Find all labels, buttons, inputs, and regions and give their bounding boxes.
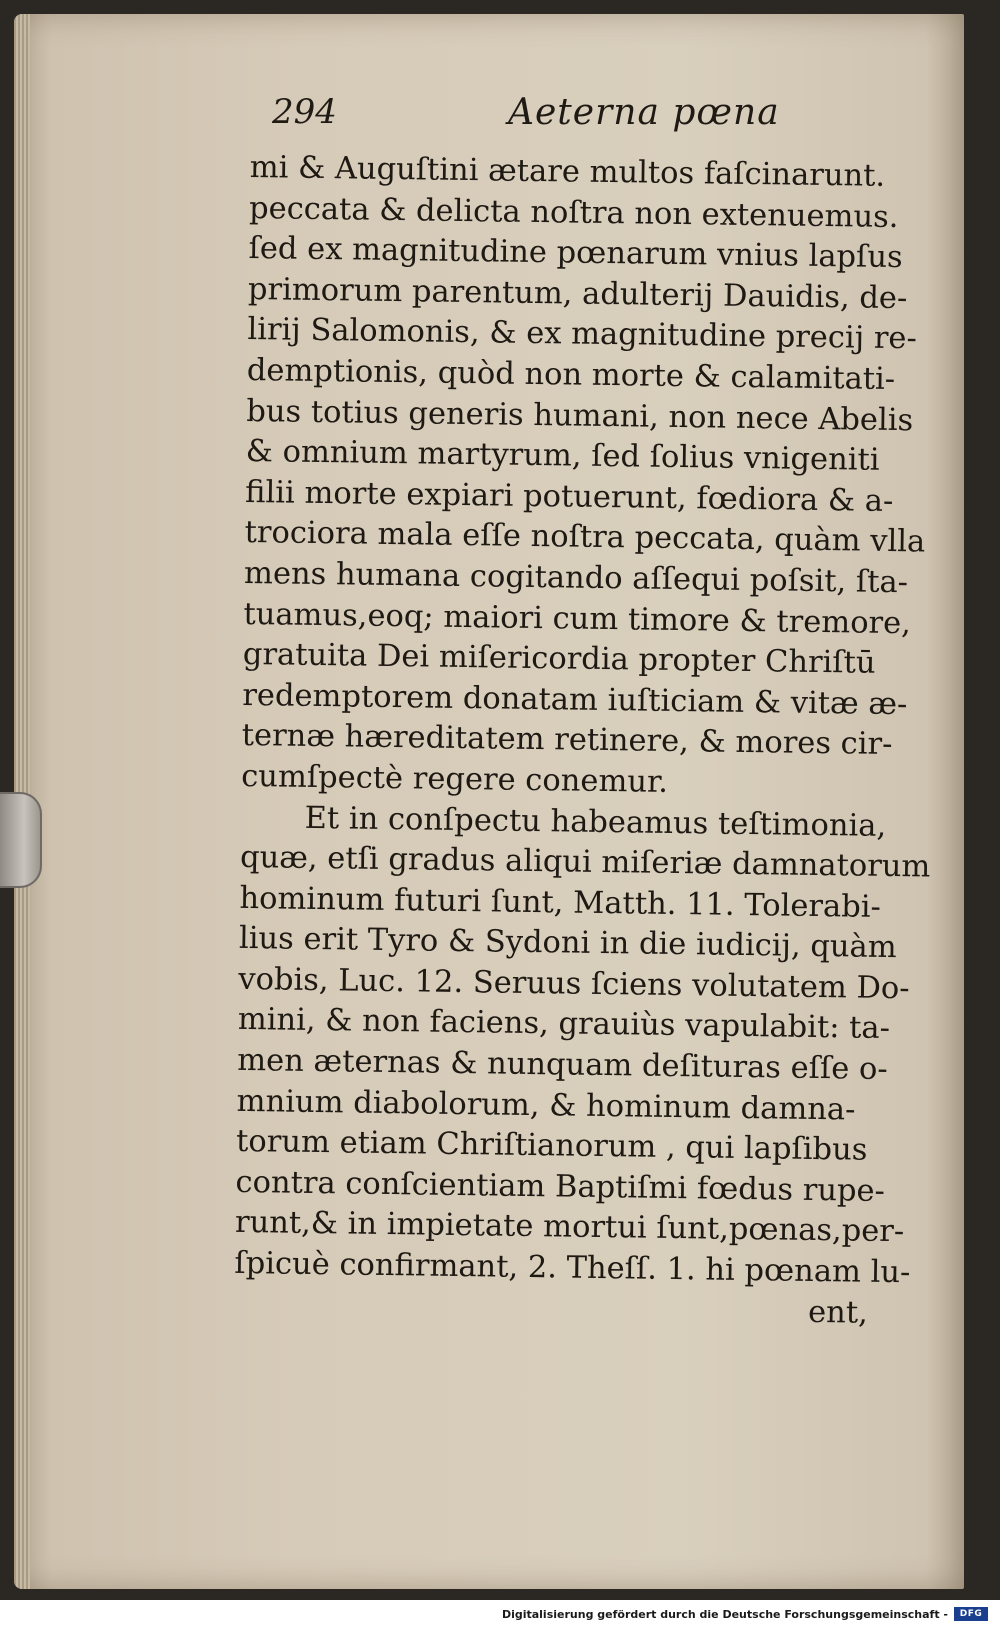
- text-line: primorum parentum, adulterij Dauidis, de-: [247, 271, 908, 316]
- text-line: contra conſcientiam Baptiſmi fœdus rupe-: [235, 1164, 886, 1209]
- text-line: demptionis, quòd non morte & calamitati-: [246, 352, 896, 397]
- funding-credit: Digitalisierung gefördert durch die Deutsche Forschungsgemeinschaft -: [501, 1608, 948, 1621]
- text-line: quæ, etſi gradus aliqui miſeriæ damnatorum: [239, 840, 931, 885]
- text-line: mnium diabolorum, & hominum damna-: [236, 1083, 856, 1128]
- text-line: tuamus,eoq; maiori cum timore & tremore,: [243, 596, 912, 641]
- catchword: ent,: [807, 1294, 869, 1331]
- text-line: ternæ hæreditatem retinere, & mores cir-: [241, 718, 893, 763]
- text-line: mens humana cogitando aſſequi poſsit, ſta-: [243, 555, 909, 601]
- page-header: [272, 92, 892, 142]
- text-line: vobis, Luc. 12. Seruus ſciens volutatem Do-: [238, 961, 910, 1007]
- running-title: Aeterna pœna: [508, 92, 780, 133]
- text-line: peccata & delicta noſtra non extenuemus.: [248, 190, 899, 235]
- page-clip: [0, 792, 42, 888]
- text-line: cumſpectè regere conemur.: [240, 758, 669, 800]
- text-line: mini, & non faciens, grauiùs vapulabit: ta-: [237, 1002, 891, 1047]
- text-line: men æternas & nunquam deſituras eſſe o-: [237, 1042, 888, 1088]
- paragraph-start-line: Et in conſpectu habeamus teſtimonia,: [304, 800, 887, 844]
- text-line: gratuita Dei miſericordia propter Chriſtū: [242, 637, 876, 681]
- text-line: runt,& in impietate mortui ſunt,pœnas,per-: [234, 1205, 905, 1250]
- text-line: hominum futuri ſunt, Matth. 11. Tolerabi-: [239, 880, 882, 925]
- text-line: & omnium martyrum, ſed ſolius vnigeniti: [245, 434, 880, 478]
- text-line: mi & Auguſtini ætare multos faſcinarunt.: [249, 149, 886, 194]
- text-line: trociora mala eſſe noſtra peccata, quàm vlla: [244, 515, 926, 560]
- dfg-logo: DFG: [954, 1607, 988, 1621]
- text-line: lirij Salomonis, & ex magnitudine precij re-: [247, 312, 918, 357]
- text-line: bus totius generis humani, non nece Abelis: [246, 393, 914, 438]
- text-line: redemptorem donatam iuſticiam & vitæ æ-: [242, 677, 908, 722]
- text-line: lius erit Tyro & Sydoni in die iudicij, quàm: [238, 921, 897, 966]
- page-number: 294: [272, 92, 337, 132]
- text-line: filii morte expiari potuerunt, fœdiora & a-: [244, 474, 894, 519]
- text-line: torum etiam Chriſtianorum , qui lapſibus: [235, 1124, 868, 1168]
- body-text: [234, 148, 931, 1334]
- text-line: ſed ex magnitudine pœnarum vnius lapſus: [248, 231, 903, 276]
- text-line: ſpicuè confirmant, 2. Theſſ. 1. hi pœnam lu-: [234, 1245, 911, 1291]
- footer-bar: [0, 1600, 1000, 1627]
